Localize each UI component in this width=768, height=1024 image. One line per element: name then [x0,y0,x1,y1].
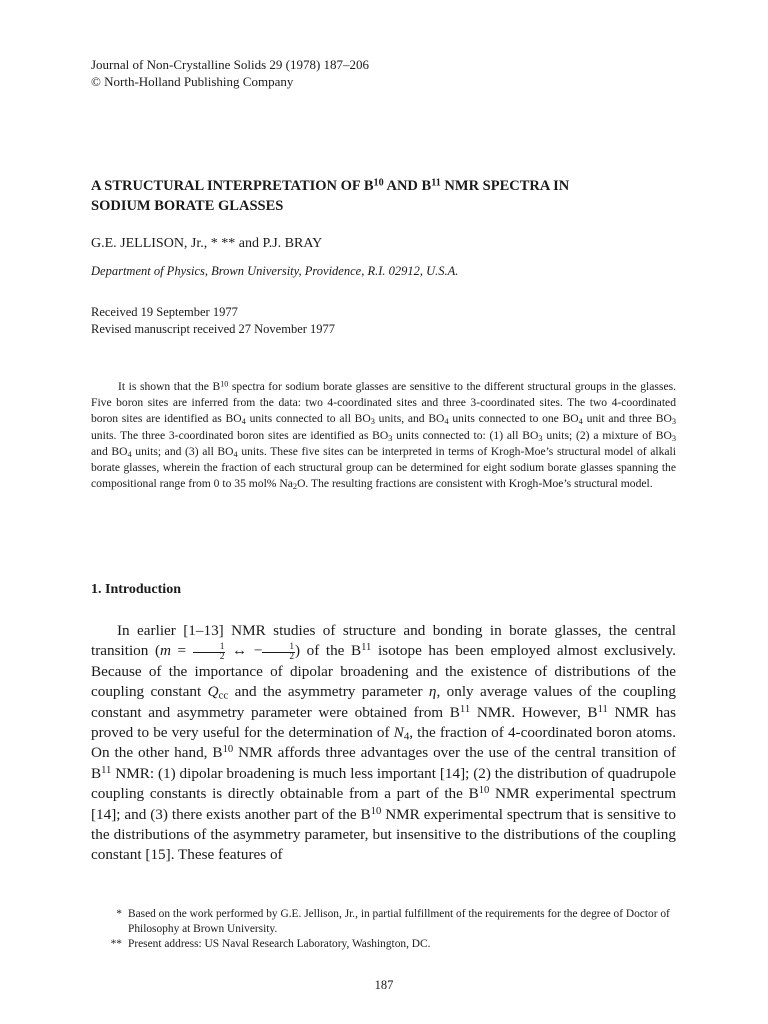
title-superscript: 11 [431,177,441,189]
fraction: $\frac{1}{2}$ [262,643,295,662]
revised-date: Revised manuscript received 27 November 1977 [91,322,336,336]
publisher-line: © North-Holland Publishing Company [91,74,294,89]
journal-header [91,56,369,90]
section-heading: 1. Introduction [91,582,181,597]
received-date: Received 19 September 1977 [91,305,238,319]
title-line-2: SODIUM BORATE GLASSES [91,198,284,214]
footnote [91,937,681,952]
fraction: $\frac{1}{2}$ [193,643,226,662]
affiliation: Department of Physics, Brown University, Providence, R.I. 02912, U.S.A. [91,264,459,278]
title-superscript: 10 [373,177,384,189]
footnote-mark: * [116,908,122,920]
footnote-mark: ** [110,938,122,951]
title-text: A STRUCTURAL INTERPRETATION OF B [91,178,374,194]
footnote [91,907,681,937]
received-dates [91,304,335,338]
page-number: 187 [374,978,394,992]
journal-citation: Journal of Non-Crystalline Solids 29 (1978) 187–206 [91,57,370,72]
paper-title [91,176,691,216]
footnote-text: Based on the work performed by G.E. Jellison, Jr., in partial fulfillment of the requirements for the degree of Doctor of Philosophy at Brown University. [128,908,670,936]
footnotes [91,907,681,953]
footnote-text: Present address: US Naval Research Laboratory, Washington, DC. [128,938,431,951]
body-paragraph: In earlier [1–13] NMR studies of structure and bonding in borate glasses, the central transition (m = $\frac{1}{2}$ ↔ − $\frac{1}{2}$ ) of the $B^{11}$ isotope has been employed almost exclusively. Because of the importance of dipolar broadening and the existence of distributions of the coupling constant $Q_{cc}$ and the asymmetry parameter η, only average values of the coupling constant and asymmetry parameter were obtained from $B^{11}$ NMR. However, $B^{11}$ NMR has proved to be very useful for the determination of $N_4$, the fraction of 4-coordinated boron atoms. On the other hand, $B^{10}$ NMR affords three advantages over the use of the central transition of $B^{11}$ NMR: (1) dipolar broadening is much less important [14]; (2) the distribution of quadrupole coupling constants is directly obtainable from a part of the $B^{10}$ NMR experimental spectrum [14]; and (3) there exists another part of the $B^{10}$ NMR experimental spectrum that is sensitive to the distributions of the asymmetry parameter, but insensitive to the distributions of the coupling constant [15]. These features of [91,622,677,864]
title-text: AND B [383,178,432,194]
author-list: G.E. JELLISON, Jr., * ** and P.J. BRAY [91,236,323,251]
abstract: It is shown that the $B^{10}$ spectra for sodium borate glasses are sensitive to the different structural groups in the glasses. Five boron sites are inferred from the data: two 4-coordinated sites and three 3-coordinated sites. The two 4-coordinated boron sites are identified as $BO_4$ units connected to all $BO_3$ units, and $BO_4$ units connected to one $BO_4$ unit and three $BO_3$ units. The three 3-coordinated boron sites are identified as $BO_3$ units connected to: (1) all $BO_3$ units; (2) a mixture of $BO_3$ and $BO_4$ units; and (3) all $BO_4$ units. These five sites can be interpreted in terms of Krogh-Moe’s structural model of alkali borate glasses, wherein the fraction of each structural group can be determined for eight sodium borate glasses spanning the compositional range from 0 to 35 mol% $Na_2O$. The resulting fractions are consistent with Krogh-Moe’s structural model. [91,379,677,492]
title-text: NMR SPECTRA IN [440,178,570,194]
